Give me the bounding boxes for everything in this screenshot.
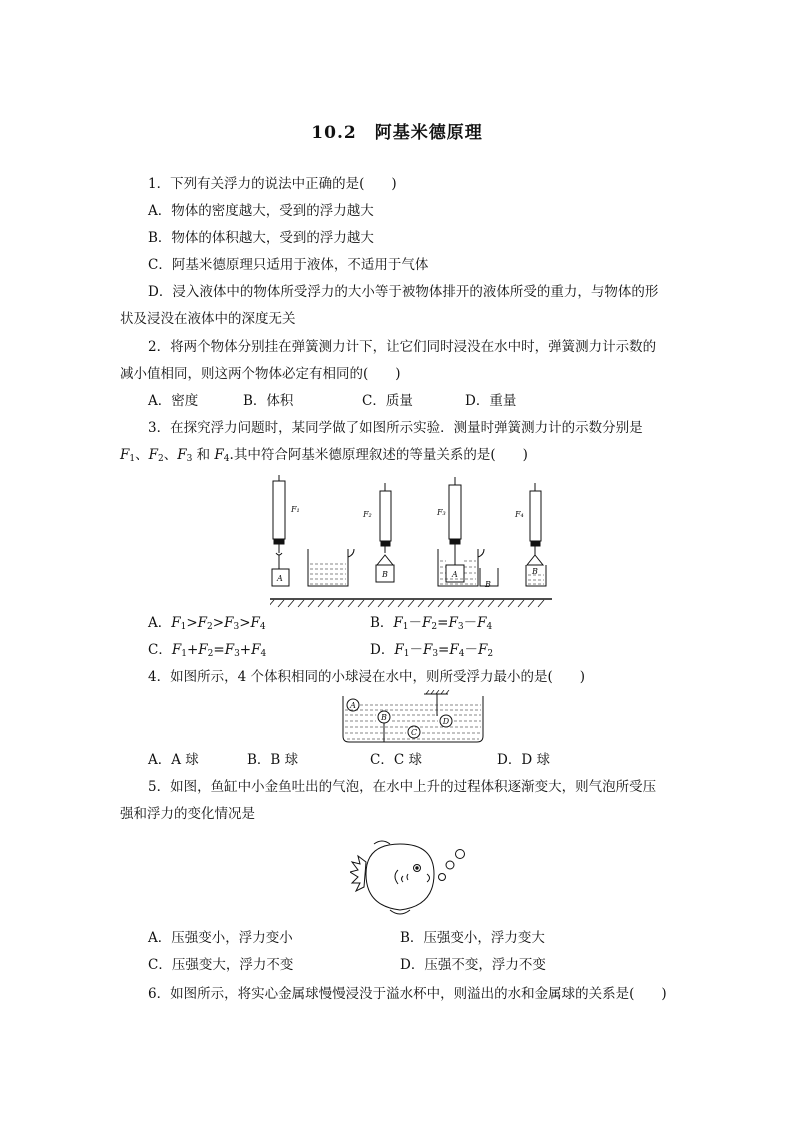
q3-option-d: D．$F_1-F_3=F_4-F_2$ [370, 642, 494, 659]
q3-stem-tail: 其中符合阿基米德原理叙述的等量关系的是( ) [233, 447, 528, 463]
q1-option-c: C．阿基米德原理只适用于液体，不适用于气体 [148, 257, 429, 273]
q5-option-b: B．压强变小，浮力变大 [400, 930, 545, 946]
q3-stem-line1: 3．在探究浮力问题时，某同学做了如图所示实验．测量时弹簧测力计的示数分别是 [148, 420, 643, 436]
ball-c-label: C [410, 728, 418, 737]
q5-stem-line1: 5．如图，鱼缸中小金鱼吐出的气泡，在水中上升的过程体积逐渐变大，则气泡所受压 [148, 779, 657, 795]
fig-label-cup-b: B [485, 580, 491, 589]
fig-label-block-b1: B [382, 570, 388, 579]
q2-option-b: B．体积 [243, 393, 294, 409]
q4-option-d: D．D 球 [497, 752, 550, 768]
fig-label-f1: F₁ [291, 505, 300, 514]
q4-balls-figure [338, 690, 488, 746]
fig-label-f3: F₃ [437, 508, 446, 517]
q2-option-a: A．密度 [148, 393, 199, 409]
q2-option-c: C．质量 [362, 393, 413, 409]
ball-b-label: B [381, 713, 387, 722]
q2-stem-line1: 2．将两个物体分别挂在弹簧测力计下，让它们同时浸没在水中时，弹簧测力计示数的 [148, 339, 657, 355]
q4-option-b: B．B 球 [247, 752, 299, 768]
fig-label-f2: F₂ [363, 510, 372, 519]
q1-option-b: B．物体的体积越大，受到的浮力越大 [148, 230, 374, 246]
fig-label-block-b2: B [532, 567, 538, 576]
q5-stem-line2: 强和浮力的变化情况是 [120, 806, 255, 822]
q2-option-d: D．重量 [465, 393, 517, 409]
fig-label-block-a2: A [452, 570, 458, 579]
q6-stem: 6．如图所示，将实心金属球慢慢浸没于溢水杯中，则溢出的水和金属球的关系是( ) [148, 986, 667, 1002]
q3-option-a: A．$F_1>F_2>F_3>F_4$ [148, 615, 266, 632]
q1-option-d-line2: 状及浸没在液体中的深度无关 [120, 311, 296, 327]
q1-option-a: A．物体的密度越大，受到的浮力越大 [148, 203, 374, 219]
q5-option-d: D．压强不变，浮力不变 [400, 957, 546, 973]
q4-stem: 4．如图所示，4 个体积相同的小球浸在水中，则所受浮力最小的是( ) [148, 669, 586, 685]
fig-label-block-a1: A [277, 574, 283, 583]
q3-option-b: B．$F_1-F_2=F_3-F_4$ [370, 615, 493, 632]
q2-stem-line2: 减小值相同，则这两个物体必定有相同的( ) [120, 366, 401, 382]
page-title: 10.2 阿基米德原理 [311, 123, 483, 143]
q5-fish-figure [350, 834, 470, 924]
fig-label-f4: F₄ [515, 510, 524, 519]
q1-stem: 1．下列有关浮力的说法中正确的是( ) [148, 176, 397, 192]
q3-spring-scale-figure [270, 475, 560, 610]
ball-d-label: D [442, 717, 450, 726]
q5-option-c: C．压强变大，浮力不变 [148, 957, 294, 973]
q4-option-c: C．C 球 [370, 752, 422, 768]
q3-and-word: 和 [196, 447, 211, 463]
q1-option-d-line1: D．浸入液体中的物体所受浮力的大小等于被物体排开的液体所受的重力，与物体的形 [148, 284, 659, 300]
q5-option-a: A．压强变小，浮力变小 [148, 930, 293, 946]
q4-option-a: A．A 球 [148, 752, 199, 768]
q3-stem-line2: $F_1$、$F_2$、$F_3$ 和 $F_4$.其中符合阿基米德原理叙述的等量关系的是( ) [120, 447, 528, 464]
q3-option-c: C．$F_1+F_2=F_3+F_4$ [148, 642, 267, 659]
ball-a-label: A [350, 701, 356, 710]
